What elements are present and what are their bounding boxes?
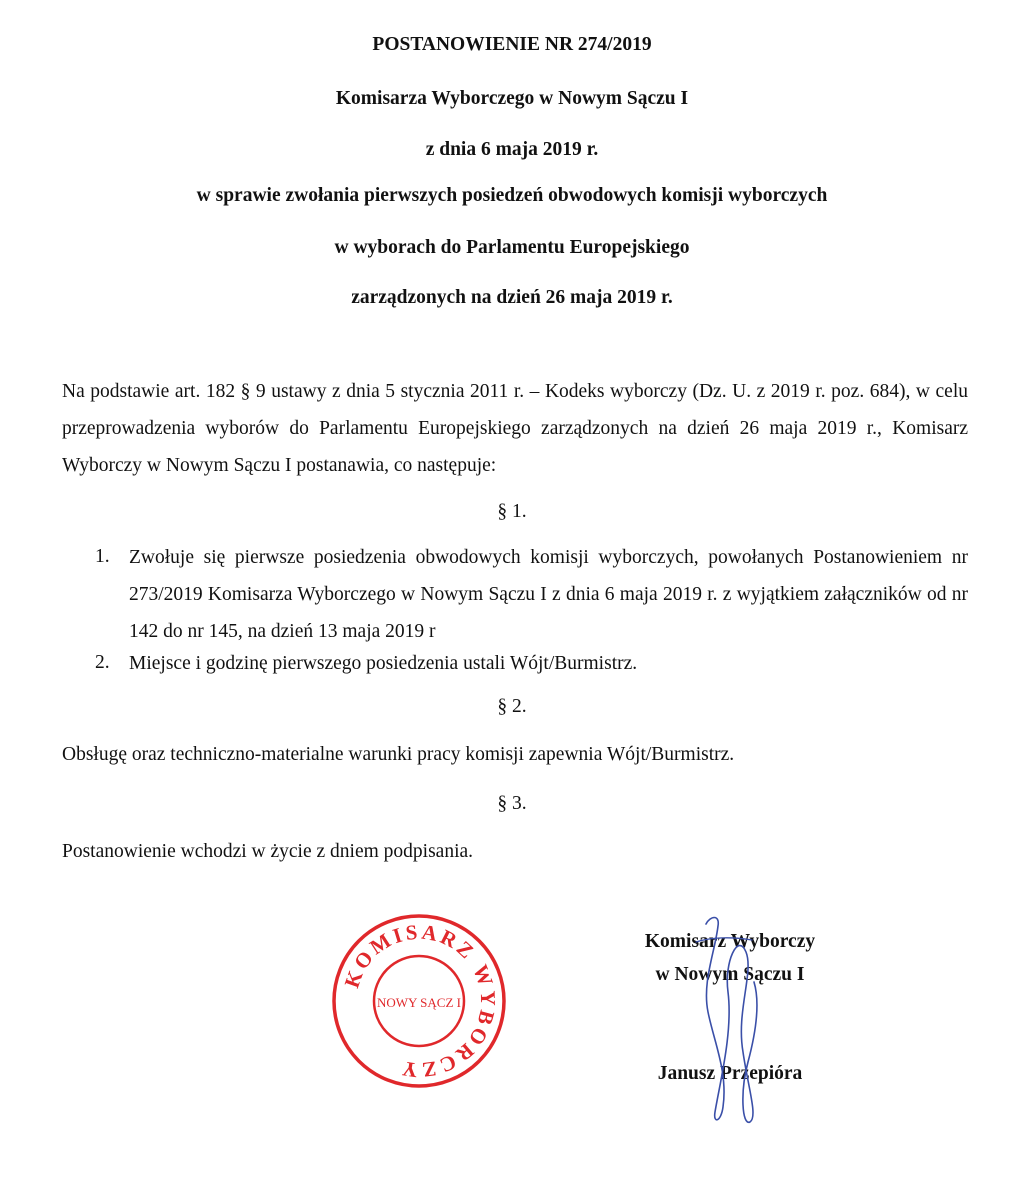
section-2-text: Obsługę oraz techniczno-materialne warunki pracy komisji zapewnia Wójt/Burmistrz. xyxy=(62,744,735,765)
section-2-heading: § 2. xyxy=(497,696,527,717)
list-item-text: Miejsce i godzinę pierwszego posiedzenia ustali Wójt/Burmistrz. xyxy=(129,653,638,674)
stamp-outer-text: KOMISARZ WYBORCZY xyxy=(339,919,501,1083)
section-3-text: Postanowienie wchodzi w życie z dniem podpisania. xyxy=(62,841,474,862)
official-stamp xyxy=(330,912,508,1090)
handwritten-signature xyxy=(688,912,778,1127)
section-3-heading: § 3. xyxy=(497,793,527,814)
stamp-inner-text: NOWY SĄCZ I xyxy=(376,995,462,1010)
section-1-heading: § 1. xyxy=(497,501,527,522)
signatory-title-line-1: Komisarz Wyborczy xyxy=(644,931,816,952)
list-item-number: 1. xyxy=(95,546,110,567)
subject-line-1: w sprawie zwołania pierwszych posiedzeń obwodowych komisji wyborczych xyxy=(196,185,828,206)
subject-line-3: zarządzonych na dzień 26 maja 2019 r. xyxy=(351,287,673,308)
list-item-text: Zwołuje się pierwsze posiedzenia obwodowych komisji wyborczych, powołanych Postanowieniem nr 273/2019 Komisarza Wyborczego w Nowym Sączu I z dnia 6 maja 2019 r. z wyjątkiem załączników od nr 142 do nr 145, na dzień 13 maja 2019 r xyxy=(129,547,968,642)
preamble-paragraph: Na podstawie art. 182 § 9 ustawy z dnia 5 stycznia 2011 r. – Kodeks wyborczy (Dz. U. z 2019 r. poz. 684), w celu przeprowadzenia wyborów do Parlamentu Europejskiego zarządzonych na dzień 26 maja 2019 r., Komisarz Wyborczy w Nowym Sączu I postanawia, co następuje: xyxy=(62,381,968,476)
signature-stroke xyxy=(706,918,757,1123)
issuer-line: Komisarza Wyborczego w Nowym Sączu I xyxy=(335,88,689,109)
list-item-number: 2. xyxy=(95,652,110,673)
signature-stroke xyxy=(696,938,752,942)
signatory-name: Janusz Przepióra xyxy=(657,1063,803,1084)
signatory-title-line-2: w Nowym Sączu I xyxy=(655,964,805,985)
date-line: z dnia 6 maja 2019 r. xyxy=(425,139,599,160)
document-title: POSTANOWIENIE NR 274/2019 xyxy=(372,34,652,55)
subject-line-2: w wyborach do Parlamentu Europejskiego xyxy=(334,237,690,258)
